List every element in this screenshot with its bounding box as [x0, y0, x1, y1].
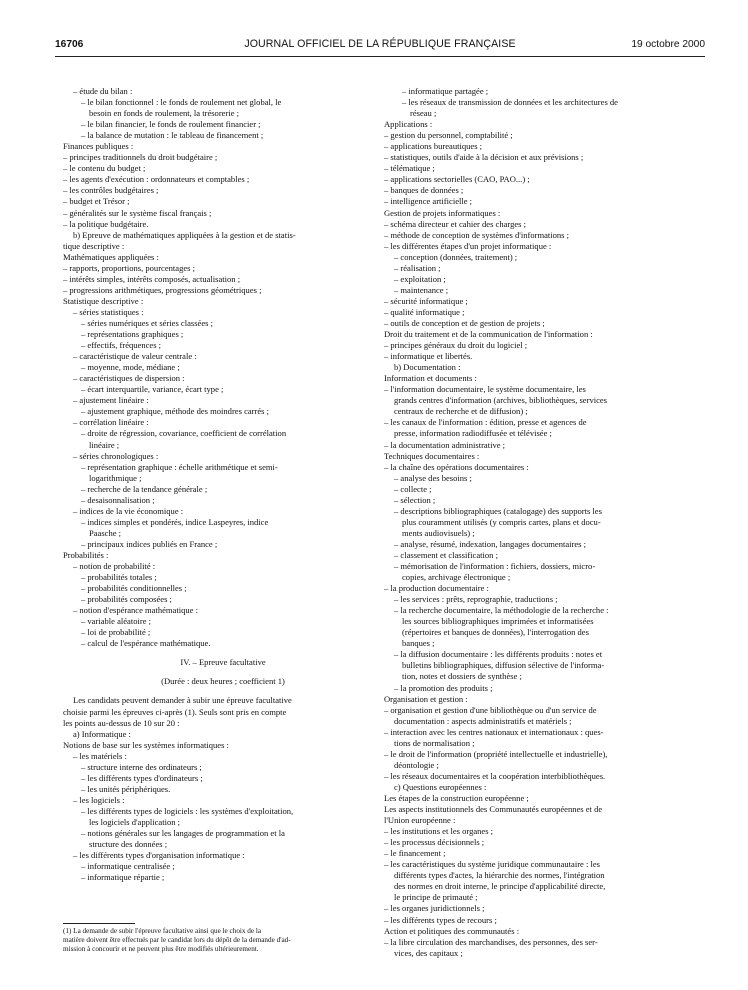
text-line: – les processus décisionnels ;: [384, 837, 485, 848]
text-line: – caractéristique de valeur centrale :: [73, 351, 197, 362]
text-line: – droite de régression, covariance, coefficient de corrélation: [81, 428, 287, 439]
footnote: [63, 923, 383, 954]
text-line: – ajustement graphique, méthode des moindres carrés ;: [81, 406, 269, 417]
text-line: – moyenne, mode, médiane ;: [81, 362, 180, 373]
text-line: – la libre circulation des marchandises, des personnes, des ser-: [384, 936, 598, 947]
text-line: – le bilan fonctionnel : le fonds de roulement net global, le: [81, 97, 282, 108]
text-line: – séries chronologiques :: [73, 450, 159, 461]
spacer: [63, 649, 383, 657]
text-line: – les différentes étapes d'un projet informatique :: [384, 240, 552, 251]
text-line: tion, notes et dossiers de synthèse ;: [402, 671, 522, 682]
text-line: – étude du bilan :: [73, 86, 133, 96]
text-line: – applications sectorielles (CAO, PAO...) ;: [384, 174, 530, 185]
text-line: – les services : prêts, reprographie, traductions ;: [394, 594, 558, 605]
text-line: structure des données ;: [89, 839, 168, 850]
text-line: – le financement ;: [384, 848, 446, 859]
text-line: – les différents types d'ordinateurs ;: [81, 772, 203, 783]
text-line: – la politique budgétaire.: [63, 218, 149, 229]
text-line: – classement et classification ;: [394, 549, 498, 560]
text-line: – outils de conception et de gestion de projets ;: [384, 317, 545, 328]
text-line: – l'information documentaire, le système documentaire, les: [384, 384, 586, 395]
text-line: Droit du traitement et de la communication de l'information :: [384, 329, 593, 340]
text-line: – principaux indices publiés en France ;: [81, 538, 218, 549]
text-line: – sélection ;: [394, 494, 436, 505]
footnote-line: matière doivent être effectués par le candidat lors du dépôt de la demande d'ad-: [63, 935, 291, 944]
text-line: – la chaîne des opérations documentaires :: [384, 461, 529, 472]
text-line: choisie parmi les épreuves ci-après (1). Seuls sont pris en compte: [63, 706, 287, 717]
text-line: – séries numériques et séries classées ;: [81, 317, 213, 328]
text-line: – caractéristiques de dispersion :: [73, 373, 185, 384]
text-line: – statistiques, outils d'aide à la décision et aux prévisions ;: [384, 152, 584, 163]
journal-title: JOURNAL OFFICIEL DE LA RÉPUBLIQUE FRANÇAISE: [244, 38, 516, 50]
text-line: – budget et Trésor ;: [63, 196, 130, 207]
text-line: – les unités périphériques.: [81, 783, 171, 794]
text-line: – desaisonnalisation ;: [81, 494, 155, 505]
text-line: banques ;: [402, 638, 435, 649]
text-line: – exploitation ;: [394, 273, 446, 284]
text-line: presse, information radiodiffusée et télévisée ;: [394, 428, 552, 439]
text-line: – notions générales sur les langages de programmation et la: [81, 828, 285, 839]
text-line: tions de normalisation ;: [394, 737, 475, 748]
text-line: – recherche de la tendance générale ;: [81, 483, 208, 494]
text-line: – représentation graphique : échelle arithmétique et semi-: [81, 461, 278, 472]
text-line: – applications bureautiques ;: [384, 141, 483, 152]
text-line: déontologie ;: [394, 759, 439, 770]
text-line: Les étapes de la construction européenne ;: [384, 793, 529, 803]
text-line: centraux de recherche et de diffusion) ;: [394, 406, 528, 417]
text-line: – les canaux de l'information : édition, presse et agences de: [384, 417, 587, 428]
right-column: [384, 86, 704, 959]
text-line: – les différents types d'organisation informatique :: [73, 850, 245, 861]
text-line: – qualité informatique ;: [384, 306, 465, 317]
text-line: – la recherche documentaire, la méthodologie de la recherche :: [394, 605, 609, 616]
text-line: Notions de base sur les systèmes informatiques :: [63, 739, 229, 750]
text-line: bulletins bibliographiques, diffusion sélective de l'informa-: [402, 660, 605, 671]
text-line: – maintenance ;: [394, 284, 449, 295]
text-line: – les réseaux documentaires et la coopération interbibliothèques.: [384, 770, 606, 781]
text-line: – analyse, résumé, indexation, langages documentaires ;: [394, 538, 587, 549]
footnote-line: (1) La demande de subir l'épreuve facultative ainsi que le choix de la: [63, 927, 262, 935]
text-line: Finances publiques :: [63, 141, 134, 152]
text-line: – réalisation ;: [394, 262, 441, 273]
text-line: linéaire ;: [89, 439, 120, 450]
text-line: – les agents d'exécution : ordonnateurs et comptables ;: [63, 174, 250, 185]
text-line: – les logiciels :: [73, 794, 125, 805]
text-line: – les matériels :: [73, 750, 127, 761]
text-line: – mémorisation de l'information : fichiers, dossiers, micro-: [394, 561, 596, 572]
text-line: – loi de probabilité ;: [81, 627, 151, 638]
text-line: besoin en fonds de roulement, la trésorerie ;: [89, 108, 239, 119]
text-line: Information et documents :: [384, 373, 477, 384]
footnote-rule: [63, 923, 135, 924]
text-line: les logiciels d'application ;: [89, 817, 181, 827]
text-line: – représentations graphiques ;: [81, 329, 184, 340]
text-line: – schéma directeur et cahier des charges ;: [384, 218, 526, 229]
text-line: – les institutions et les organes ;: [384, 826, 494, 837]
issue-date: 19 octobre 2000: [631, 39, 705, 50]
text-line: – gestion du personnel, comptabilité ;: [384, 130, 513, 141]
text-line: – la promotion des produits ;: [394, 682, 493, 693]
text-line: – probabilités composées ;: [81, 594, 172, 605]
text-line: – notion de probabilité :: [73, 561, 156, 572]
text-line: – descriptions bibliographiques (catalogage) des supports les: [394, 505, 602, 516]
text-line: – informatique et libertés.: [384, 351, 473, 362]
text-line: les points au-dessus de 10 sur 20 :: [63, 717, 180, 728]
text-line: – effectifs, fréquences ;: [81, 340, 162, 351]
text-line: documentation : aspects administratifs et matériels ;: [394, 715, 572, 726]
text-line: – intérêts simples, intérêts composés, actualisation ;: [63, 273, 241, 284]
text-line: Les candidats peuvent demander à subir une épreuve facultative: [73, 695, 292, 706]
text-line: – la documentation administrative ;: [384, 439, 506, 450]
text-line: – probabilités totales ;: [81, 572, 157, 583]
text-line: – informatique partagée ;: [402, 86, 489, 96]
spacer: [63, 668, 383, 676]
text-line: – télématique ;: [384, 163, 435, 174]
text-line: le principe de primauté ;: [394, 892, 478, 903]
text-line: Les aspects institutionnels des Communautés européennes et de: [384, 804, 603, 815]
text-line: – le contenu du budget ;: [63, 163, 146, 174]
text-line: Statistique descriptive :: [63, 295, 144, 306]
text-line: des normes en droit interne, le principe d'applicabilité directe,: [394, 881, 606, 892]
text-line: – le bilan financier, le fonds de roulement financier ;: [81, 119, 261, 130]
text-line: – conception (données, traitement) ;: [394, 251, 518, 262]
text-line: – informatique répartie ;: [81, 872, 165, 883]
text-line: – les caractéristiques du système juridique communautaire : les: [384, 859, 600, 870]
text-line: (répertoires et banques de données), l'interrogation des: [402, 627, 589, 638]
text-line: grands centres d'information (archives, bibliothèques, services: [394, 395, 608, 406]
text-line: a) Informatique :: [73, 728, 131, 739]
text-line: – banques de données ;: [384, 185, 464, 196]
text-line: IV. – Epreuve facultative: [180, 657, 266, 668]
text-line: tique descriptive :: [63, 240, 125, 251]
text-line: – progressions arithmétiques, progressions géométriques ;: [63, 284, 262, 295]
text-line: l'Union européenne :: [384, 815, 456, 826]
text-line: – ajustement linéaire :: [73, 395, 149, 406]
text-line: ments audiovisuels) ;: [402, 527, 475, 538]
text-line: – interaction avec les centres nationaux et internationaux : ques-: [384, 726, 604, 737]
text-line: – variable aléatoire ;: [81, 616, 151, 627]
text-line: – structure interne des ordinateurs ;: [81, 761, 202, 772]
text-line: Gestion de projets informatiques :: [384, 207, 501, 218]
text-line: – informatique centralisée ;: [81, 861, 175, 872]
text-line: les sources bibliographiques imprimées et informatisées: [402, 616, 594, 627]
text-line: – organisation et gestion d'une bibliothèque ou d'un service de: [384, 704, 597, 715]
text-line: – principes généraux du droit du logiciel ;: [384, 340, 528, 351]
text-line: – séries statistiques :: [73, 306, 144, 317]
page-header: [55, 38, 705, 54]
left-column: [63, 86, 383, 883]
text-line: – la balance de mutation : le tableau de financement ;: [81, 130, 264, 141]
text-line: – indices simples et pondérés, indice Laspeyres, indice: [81, 516, 269, 527]
text-line: vices, des capitaux ;: [394, 947, 463, 958]
text-line: – rapports, proportions, pourcentages ;: [63, 262, 195, 273]
text-line: – intelligence artificielle ;: [384, 196, 473, 207]
footnote-text: [63, 927, 383, 954]
text-line: – calcul de l'espérance mathématique.: [81, 638, 211, 649]
text-line: Mathématiques appliquées :: [63, 251, 159, 262]
text-line: Probabilités :: [63, 549, 109, 560]
text-line: – indices de la vie économique :: [73, 505, 184, 516]
text-line: Organisation et gestion :: [384, 693, 468, 704]
text-line: – les différents types de recours ;: [384, 914, 497, 925]
text-line: (Durée : deux heures ; coefficient 1): [161, 676, 285, 687]
footnote-line: mission à concourir et ne peuvent plus être modifiés ultérieurement.: [63, 944, 259, 953]
text-line: – collecte ;: [394, 483, 432, 494]
text-line: réseau ;: [410, 108, 437, 119]
text-line: – notion d'espérance mathématique :: [73, 605, 198, 616]
text-line: – sécurité informatique ;: [384, 295, 468, 306]
text-line: plus couramment utilisés (y compris cartes, plans et docu-: [402, 516, 601, 527]
page-number: 16706: [55, 39, 84, 50]
text-line: b) Documentation :: [394, 362, 461, 373]
header-rule: [55, 56, 705, 57]
text-line: – le droit de l'information (propriété intellectuelle et industrielle),: [384, 748, 608, 759]
text-line: Action et politiques des communautés :: [384, 925, 520, 936]
text-line: Applications :: [384, 119, 433, 130]
spacer: [63, 687, 383, 695]
text-line: – principes traditionnels du droit budgétaire ;: [63, 152, 218, 163]
text-line: copies, archivage électronique ;: [402, 572, 511, 583]
text-line: – méthode de conception de systèmes d'informations ;: [384, 229, 570, 240]
text-line: – corrélation linéaire :: [73, 417, 149, 428]
text-line: – analyse des besoins ;: [394, 472, 472, 483]
text-line: – les contrôles budgétaires ;: [63, 185, 159, 196]
text-line: – les organes juridictionnels ;: [384, 903, 485, 914]
text-line: Paasche ;: [89, 527, 122, 538]
text-line: – les différents types de logiciels : les systèmes d'exploitation,: [81, 805, 294, 816]
text-line: b) Epreuve de mathématiques appliquées à la gestion et de statis-: [73, 229, 296, 240]
text-line: Techniques documentaires :: [384, 450, 480, 461]
text-line: – écart interquartile, variance, écart type ;: [81, 384, 224, 395]
text-line: – la production documentaire :: [384, 583, 489, 594]
text-line: c) Questions européennes :: [394, 781, 487, 792]
text-line: – les réseaux de transmission de données et les architectures de: [402, 97, 618, 108]
text-line: – la diffusion documentaire : les différents produits : notes et: [394, 649, 603, 660]
text-line: logarithmique ;: [89, 472, 142, 483]
text-line: – généralités sur le système fiscal français ;: [63, 207, 212, 218]
text-line: différents types d'actes, la hiérarchie des normes, l'intégration: [394, 870, 605, 881]
text-line: – probabilités conditionnelles ;: [81, 583, 187, 594]
